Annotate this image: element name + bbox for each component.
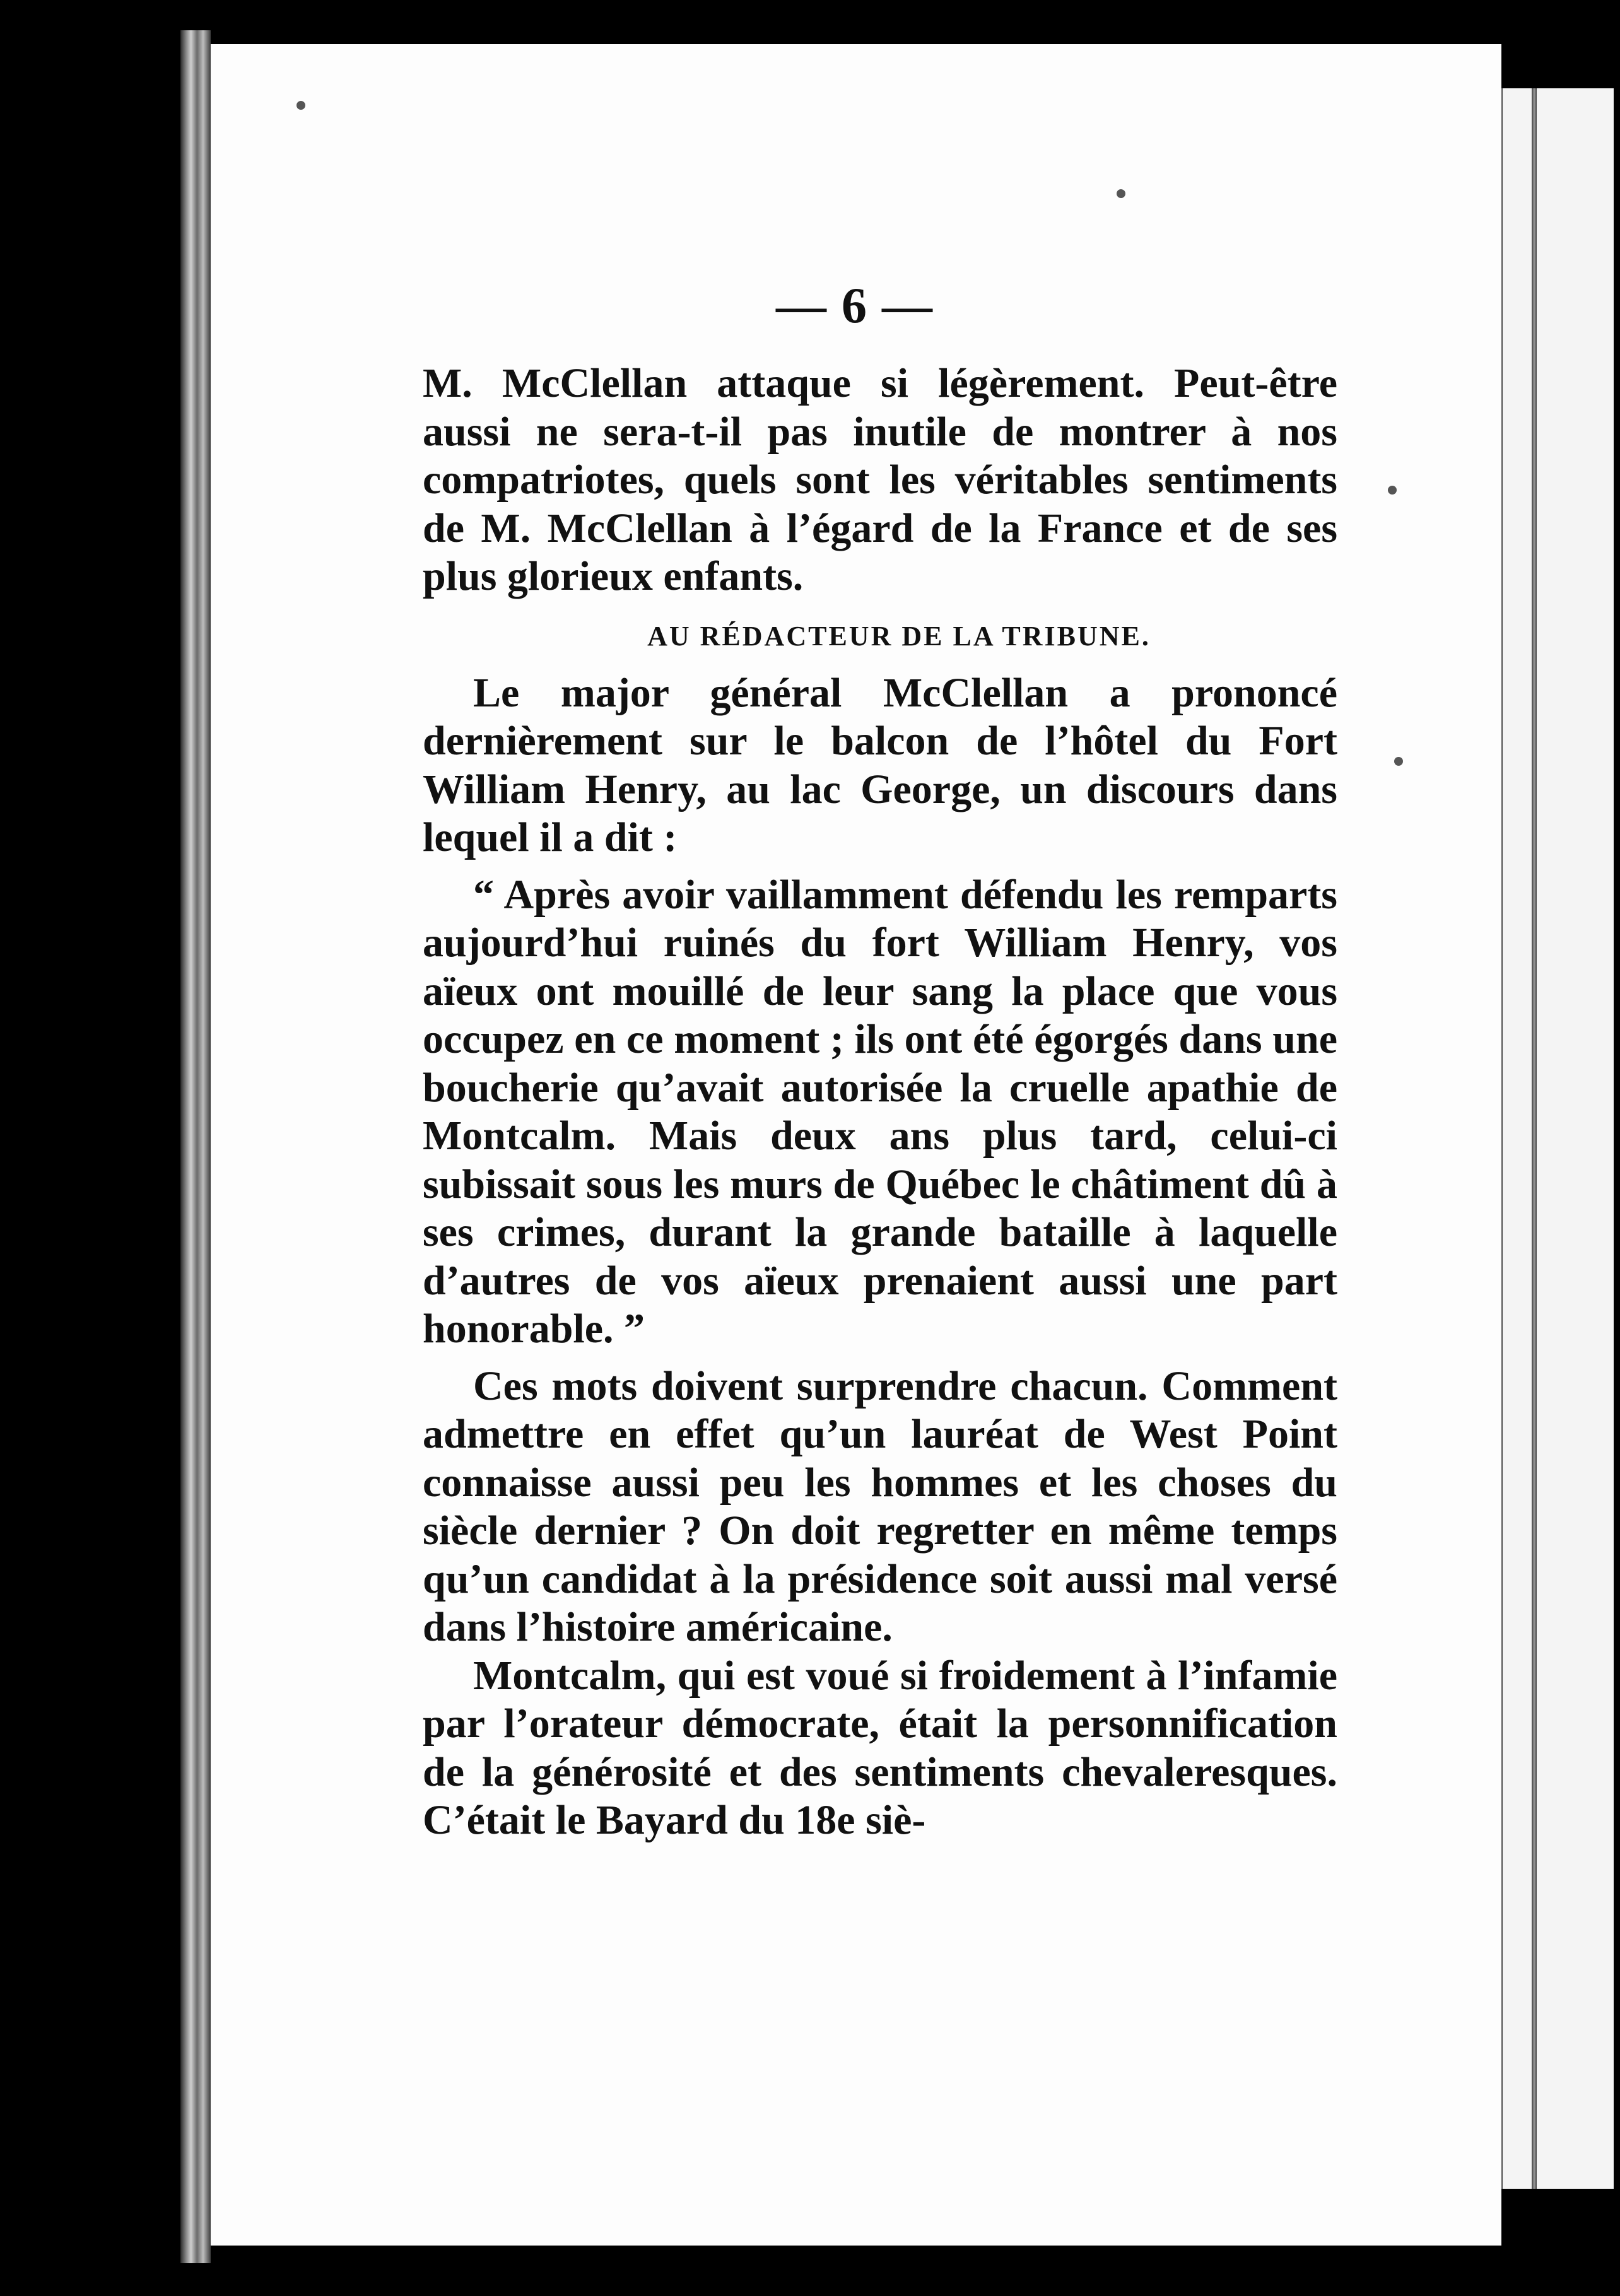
scan-speck xyxy=(1394,757,1403,766)
paragraph-montcalm: Montcalm, qui est voué si froidement à l’infamie par l’orateur démocrate, était la personnification de la générosité et des sentiments chevaleresques. C’était le Bayard du 18e siè- xyxy=(423,1652,1337,1843)
book-page xyxy=(208,44,1501,2246)
scan-speck xyxy=(296,101,305,110)
paragraph-commentary: Ces mots doivent surprendre chacun. Comment admettre en effet qu’un lauréat de West Point connaisse aussi peu les hommes et les choses du siècle dernier ? On doit regretter en même temps qu’un candidat à la présidence soit aussi mal versé dans l’histoire américaine. xyxy=(423,1362,1337,1650)
back-page-edge xyxy=(1489,88,1614,2189)
paragraph-intro: Le major général McClellan a prononcé dernièrement sur le balcon de l’hôtel du Fort William Henry, au lac George, un discours dans lequel il a dit : xyxy=(423,669,1337,860)
page-text xyxy=(423,360,1337,1845)
letter-heading: AU RÉDACTEUR DE LA TRIBUNE. xyxy=(647,620,1151,652)
quotation: “ Après avoir vaillamment défendu les remparts aujourd’hui ruinés du fort William Henry, vos aïeux ont mouillé de leur sang la place que vous occupez en ce moment ; ils ont été égorgés dans une boucherie qu’avait autorisée la cruelle apathie de Montcalm. Mais deux ans plus tard, celui-ci subissait sous les murs de Québec le châtiment dû à ses crimes, durant la grande bataille à laquelle d’autres de vos aïeux prenaient aussi une part honorable. ” xyxy=(423,871,1337,1352)
page-edge-stripe xyxy=(1532,88,1537,2189)
book-binding-edge xyxy=(180,30,211,2263)
page-number: — 6 — xyxy=(776,278,934,334)
paragraph-continued: M. McClellan attaque si légèrement. Peut-être aussi ne sera-t-il pas inutile de montrer à nos compatriotes, quels sont les véritables sentiments de M. McClellan à l’égard de la France et de ses plus glorieux enfants. xyxy=(423,360,1337,599)
scan-speck xyxy=(1117,189,1125,198)
scan-speck xyxy=(1388,486,1397,495)
